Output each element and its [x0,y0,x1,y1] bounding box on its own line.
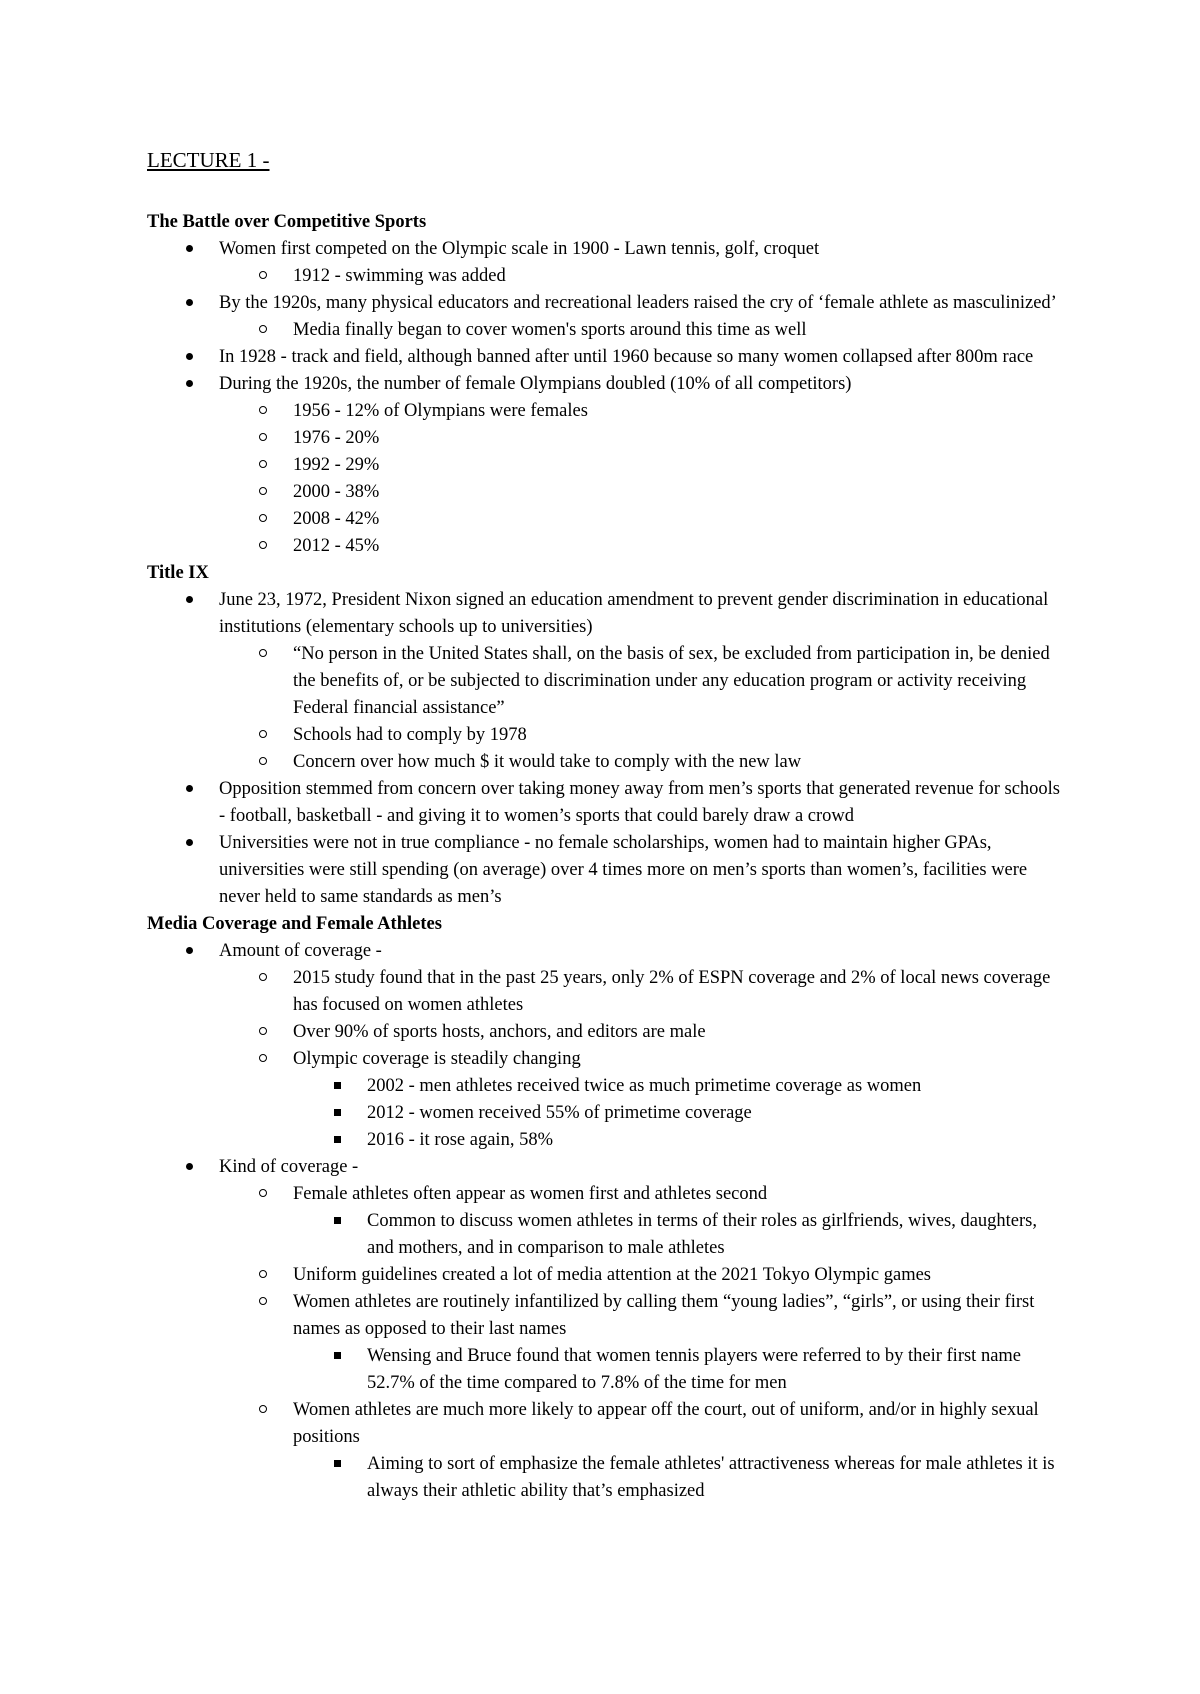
bullet-circle-icon [253,1181,273,1208]
list-item-text: Schools had to comply by 1978 [293,725,527,745]
list-item [147,749,1067,776]
list-item [147,479,1067,506]
list-item-text: Uniform guidelines created a lot of media attention at the 2021 Tokyo Olympic games [293,1265,931,1285]
list-item [147,1127,1067,1154]
bullet-circle-icon [253,722,273,749]
list-item-text: June 23, 1972, President Nixon signed an education amendment to prevent gender discrimination in educational institutions (elementary schools up to universities) [219,590,1049,637]
list-item [147,776,1067,830]
list-item [147,371,1067,398]
list-item-text: 1956 - 12% of Olympians were females [293,401,588,421]
list-item [147,587,1067,641]
section-heading: Media Coverage and Female Athletes [147,914,442,934]
bullet-square-icon [327,1100,347,1127]
list-item-text: Media finally began to cover women's sports around this time as well [293,320,807,340]
list-item [147,452,1067,479]
list-item-text: 2012 - women received 55% of primetime coverage [367,1103,752,1123]
bullet-disc-icon [179,587,199,614]
list-item [147,722,1067,749]
list-item-text: Universities were not in true compliance - no female scholarships, women had to maintain higher GPAs, universities were still spending (on average) over 4 times more on men’s sports than women’s, facilities were never held to same standards as men’s [219,833,1028,907]
list-item [147,1397,1067,1451]
bullet-circle-icon [253,452,273,479]
list-item [147,425,1067,452]
bullet-disc-icon [179,344,199,371]
list-item-text: 1992 - 29% [293,455,380,475]
bullet-circle-icon [253,1019,273,1046]
list-item-text: Aiming to sort of emphasize the female athletes' attractiveness whereas for male athletes it is always their athletic ability that’s emphasized [367,1454,1055,1501]
list-item-text: 2015 study found that in the past 25 years, only 2% of ESPN coverage and 2% of local news coverage has focused on women athletes [293,968,1051,1015]
list-item-text: 2012 - 45% [293,536,380,556]
list-item-text: Opposition stemmed from concern over taking money away from men’s sports that generated revenue for schools - football, basketball - and giving it to women’s sports that could barely draw a crowd [219,779,1061,826]
document-content [147,145,1067,1505]
bullet-square-icon [327,1127,347,1154]
bullet-circle-icon [253,317,273,344]
bullet-disc-icon [179,830,199,857]
list-item [147,1100,1067,1127]
list-item [147,398,1067,425]
list-item-text: Women athletes are routinely infantilized by calling them “young ladies”, “girls”, or using their first names as opposed to their last names [293,1292,1035,1339]
list-item-text: In 1928 - track and field, although banned after until 1960 because so many women collapsed after 800m race [219,347,1034,367]
list-item [147,1019,1067,1046]
bullet-disc-icon [179,776,199,803]
list-item [147,533,1067,560]
list-item-text: Women athletes are much more likely to appear off the court, out of uniform, and/or in highly sexual positions [293,1400,1039,1447]
bullet-circle-icon [253,506,273,533]
list-item-text: 2016 - it rose again, 58% [367,1130,553,1150]
list-item [147,344,1067,371]
list-item [147,938,1067,965]
lecture-title: LECTURE 1 - [147,148,270,172]
bullet-circle-icon [253,1289,273,1316]
list-item [147,263,1067,290]
list-item-text: “No person in the United States shall, on the basis of sex, be excluded from participation in, be denied the benefits of, or be subjected to discrimination under any education program or activity receiving Federal financial assistance” [293,644,1050,718]
list-item [147,506,1067,533]
bullet-circle-icon [253,641,273,668]
list-item-text: During the 1920s, the number of female Olympians doubled (10% of all competitors) [219,374,852,394]
list-item-text: Concern over how much $ it would take to comply with the new law [293,752,802,772]
bullet-circle-icon [253,425,273,452]
list-item [147,1289,1067,1343]
list-item-text: 1976 - 20% [293,428,380,448]
list-item-text: Wensing and Bruce found that women tennis players were referred to by their first name 52.7% of the time compared to 7.8% of the time for men [367,1346,1022,1393]
bullet-circle-icon [253,1262,273,1289]
list-item [147,1451,1067,1505]
bullet-circle-icon [253,533,273,560]
list-item-text: 2002 - men athletes received twice as much primetime coverage as women [367,1076,922,1096]
list-item [147,830,1067,911]
bullet-disc-icon [179,290,199,317]
section-heading: The Battle over Competitive Sports [147,212,427,232]
bullet-circle-icon [253,749,273,776]
bullet-circle-icon [253,479,273,506]
list-item [147,1046,1067,1073]
list-item [147,1343,1067,1397]
list-item-text: Over 90% of sports hosts, anchors, and editors are male [293,1022,706,1042]
bullet-disc-icon [179,938,199,965]
list-item-text: Kind of coverage - [219,1157,359,1177]
bullet-disc-icon [179,371,199,398]
list-item [147,236,1067,263]
list-item-text: 2008 - 42% [293,509,380,529]
bullet-square-icon [327,1343,347,1370]
list-item-text: Amount of coverage - [219,941,382,961]
list-item [147,1181,1067,1208]
list-item-text: Women first competed on the Olympic scale in 1900 - Lawn tennis, golf, croquet [219,239,820,259]
list-item [147,1262,1067,1289]
bullet-circle-icon [253,398,273,425]
bullet-disc-icon [179,1154,199,1181]
bullet-square-icon [327,1208,347,1235]
list-item-text: Olympic coverage is steadily changing [293,1049,581,1069]
bullet-circle-icon [253,1046,273,1073]
list-item [147,1208,1067,1262]
bullet-disc-icon [179,236,199,263]
bullet-square-icon [327,1073,347,1100]
bullet-circle-icon [253,1397,273,1424]
list-item-text: Common to discuss women athletes in terms of their roles as girlfriends, wives, daughters, and mothers, and in comparison to male athletes [367,1211,1037,1258]
sections-container [147,209,1067,1505]
list-item-text: 1912 - swimming was added [293,266,506,286]
bullet-circle-icon [253,263,273,290]
list-item [147,965,1067,1019]
list-item [147,317,1067,344]
list-item-text: By the 1920s, many physical educators and recreational leaders raised the cry of ‘female athlete as masculinized’ [219,293,1057,313]
list-item [147,641,1067,722]
list-item [147,1073,1067,1100]
bullet-square-icon [327,1451,347,1478]
section-heading: Title IX [147,563,209,583]
list-item [147,1154,1067,1181]
list-item-text: Female athletes often appear as women first and athletes second [293,1184,768,1204]
list-item [147,290,1067,317]
list-item-text: 2000 - 38% [293,482,380,502]
bullet-circle-icon [253,965,273,992]
